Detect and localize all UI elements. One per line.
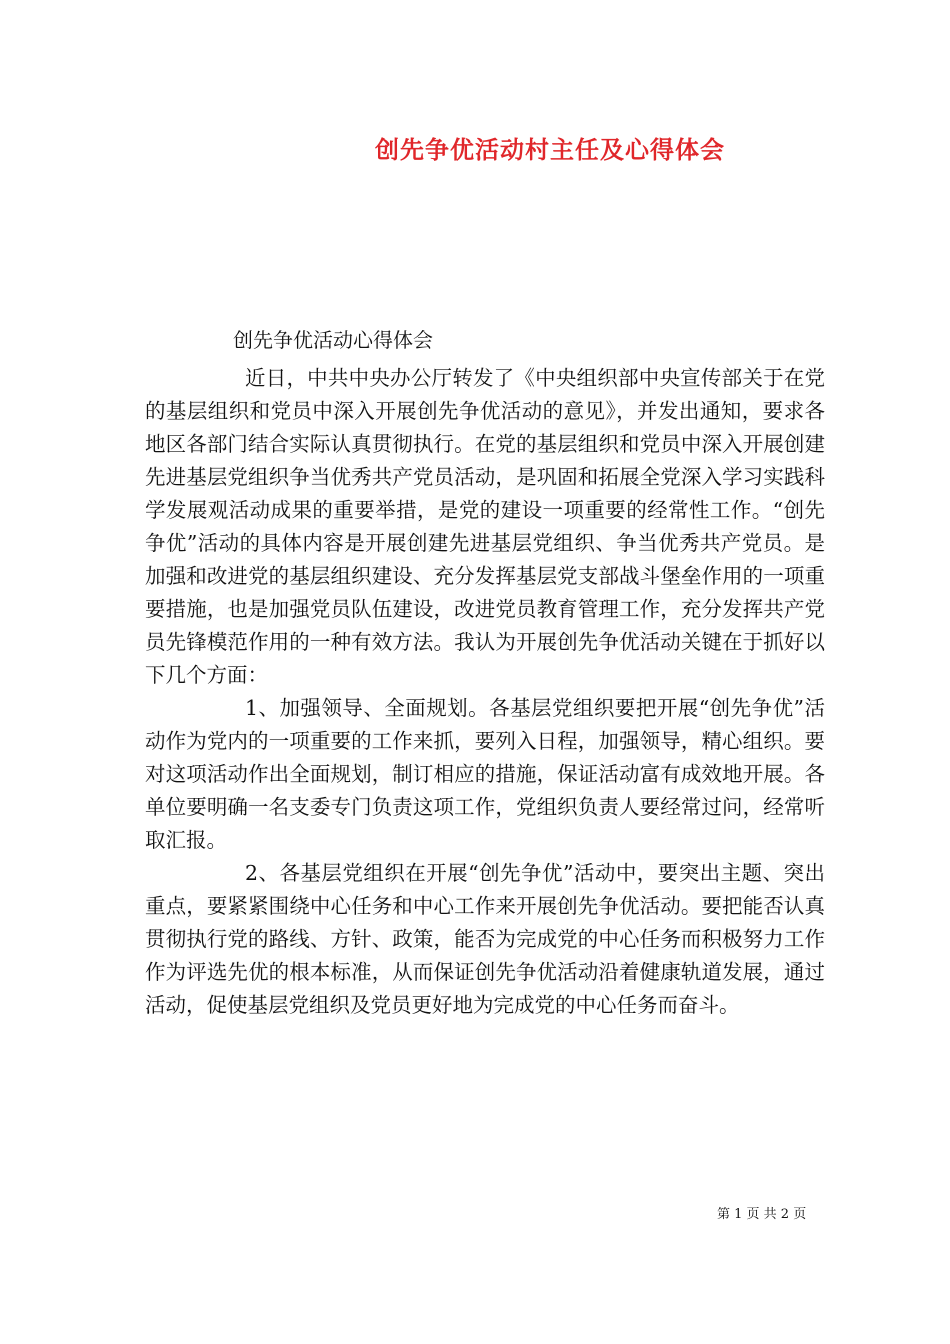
document-title: 创先争优活动村主任及心得体会 <box>375 135 725 164</box>
paragraph-item-1: 1、加强领导、全面规划。各基层党组织要把开展“创先争优”活动作为党内的一项重要的工作来抓，要列入日程，加强领导，精心组织。要对这项活动作出全面规划，制订相应的措施，保证活动富有成效地开展。各单位要明确一名支委专门负责这项工作，党组织负责人要经常过问，经常听取汇报。 <box>145 696 825 852</box>
paragraph-intro: 近日，中共中央办公厅转发了《中央组织部中央宣传部关于在党的基层组织和党员中深入开展创先争优活动的意见》，并发出通知，要求各地区各部门结合实际认真贯彻执行。在党的基层组织和党员中深入开展创建先进基层党组织争当优秀共产党员活动，是巩固和拓展全党深入学习实践科学发展观活动成果的重要举措，是党的建设一项重要的经常性工作。“创先争优”活动的具体内容是开展创建先进基层党组织、争当优秀共产党员。是加强和改进党的基层组织建设、充分发挥基层党支部战斗堡垒作用的一项重要措施，也是加强党员队伍建设，改进党员教育管理工作，充分发挥共产党员先锋模范作用的一种有效方法。我认为开展创先争优活动关键在于抓好以下几个方面： <box>145 366 825 687</box>
paragraph-item-2: 2、各基层党组织在开展“创先争优”活动中，要突出主题、突出重点，要紧紧围绕中心任务和中心工作来开展创先争优活动。要把能否认真贯彻执行党的路线、方针、政策，能否为完成党的中心任务而积极努力工作作为评选先优的根本标准，从而保证创先争优活动沿着健康轨道发展，通过活动，促使基层党组织及党员更好地为完成党的中心任务而奋斗。 <box>145 861 825 1017</box>
document-subtitle: 创先争优活动心得体会 <box>233 328 433 352</box>
page-number-footer: 第 1 页 共 2 页 <box>717 1207 807 1222</box>
document-body <box>145 362 825 1022</box>
